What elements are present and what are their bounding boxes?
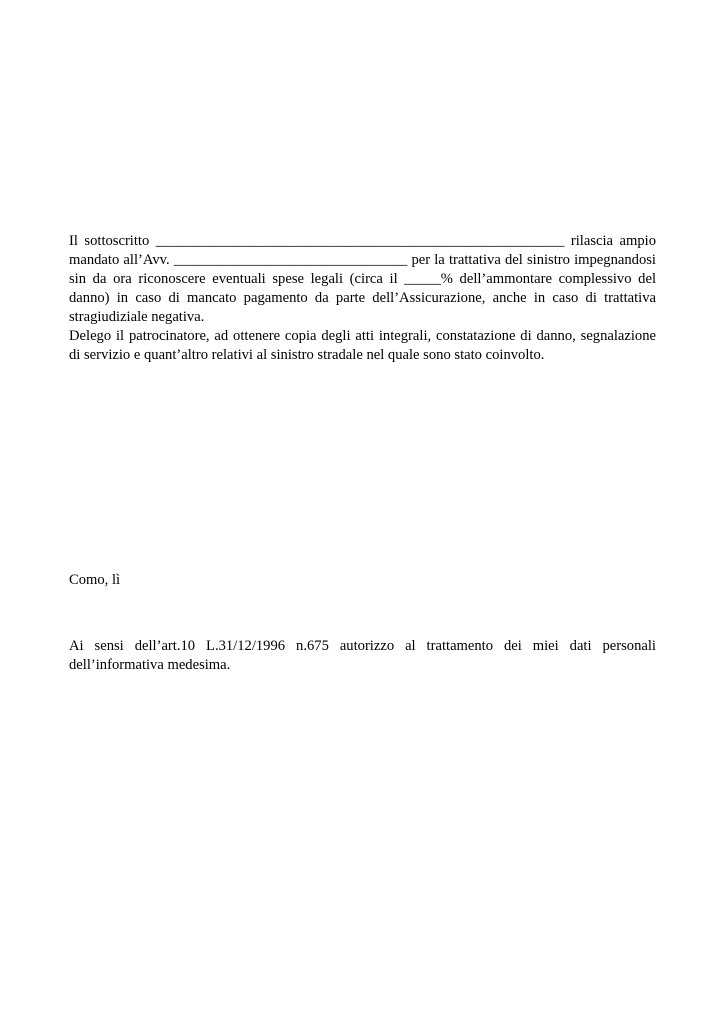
mandate-paragraph: Il sottoscritto ________________________________________________________ rilascia ampio mandato all’Avv. ________________________________ per la trattativa del sinistro impegnandosi sin da ora riconoscere eventuali spese legali (circa il _____% dell’ammontare complessivo del danno) in caso di mancato pagamento da parte dell’Assicurazione, anche in caso di trattativa stragiudiziale negativa. [69, 233, 656, 325]
privacy-paragraph: Ai sensi dell’art.10 L.31/12/1996 n.675 autorizzo al trattamento dei miei dati personali dell’informativa medesima. [69, 638, 656, 673]
place-date-section [69, 571, 656, 590]
mandate-section [69, 232, 656, 365]
delegation-paragraph: Delego il patrocinatore, ad ottenere copia degli atti integrali, constatazione di danno, segnalazione di servizio e quant’altro relativi al sinistro stradale nel quale sono stato coinvolto. [69, 328, 656, 363]
privacy-section [69, 637, 656, 675]
place-date-line: Como, lì [69, 572, 121, 588]
